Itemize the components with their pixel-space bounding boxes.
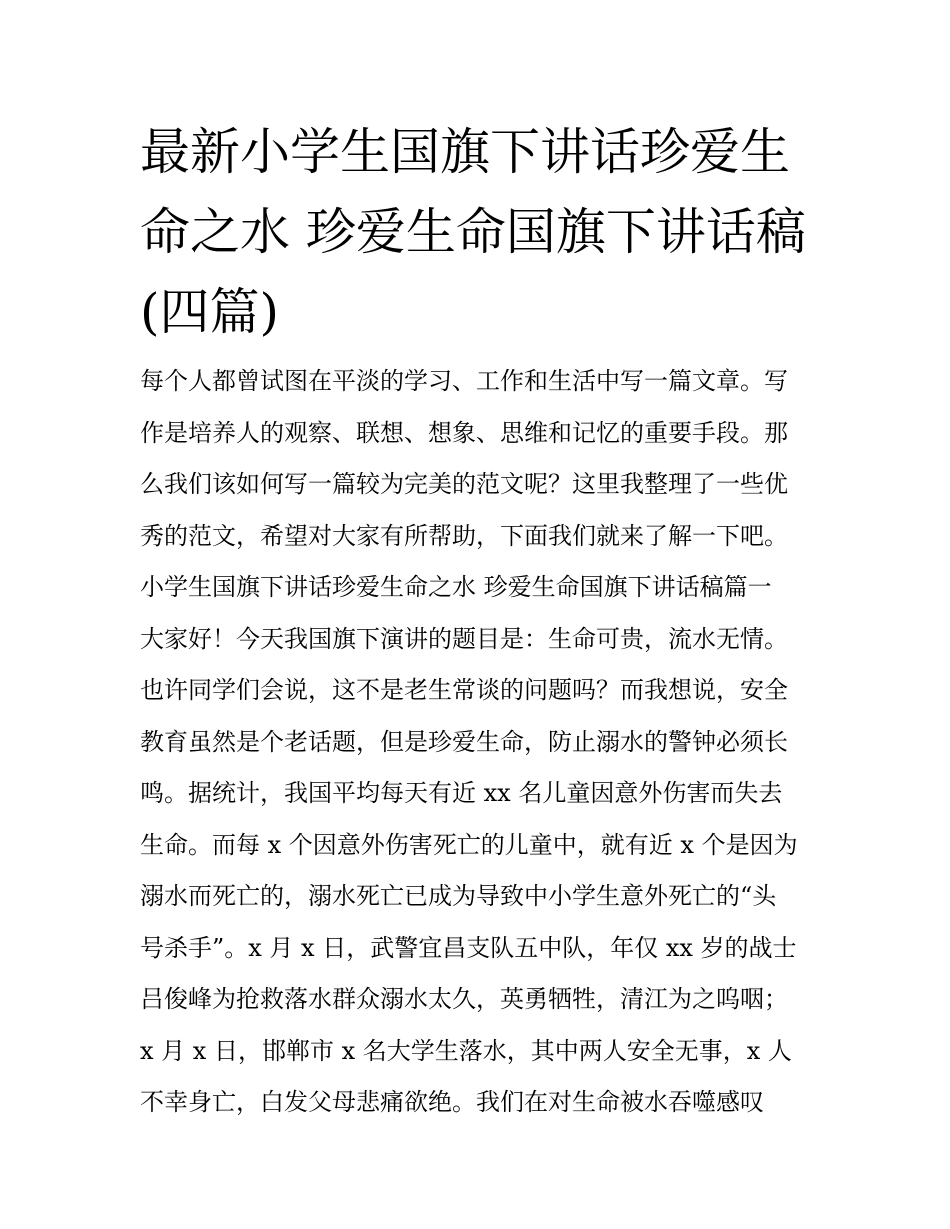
body-line: 作是培养人的观察、联想、想象、思维和记忆的重要手段。那	[140, 418, 788, 447]
body-line: 每个人都曾试图在平淡的学习、工作和生活中写一篇文章。写	[140, 367, 788, 395]
document-title	[140, 112, 840, 352]
title-line-3: (四篇)	[140, 283, 280, 341]
body-line: 也许同学们会说，这不是老生常谈的问题吗？而我想说，安全	[140, 676, 788, 704]
body-line: 么我们该如何写一篇较为完美的范文呢？这里我整理了一些优	[140, 470, 788, 498]
document-body	[140, 356, 830, 1129]
body-line: x 月 x 日，邯郸市 x 名大学生落水，其中两人安全无事，x 人	[140, 1036, 792, 1065]
body-line: 小学生国旗下讲话珍爱生命之水 珍爱生命国旗下讲话稿篇一	[140, 573, 772, 601]
body-line: 溺水而死亡的，溺水死亡已成为导致中小学生意外死亡的“头	[140, 882, 777, 910]
body-line: 不幸身亡，白发父母悲痛欲绝。我们在对生命被水吞噬感叹	[140, 1088, 764, 1116]
body-line: 生命。而每 x 个因意外伤害死亡的儿童中，就有近 x 个是因为	[140, 830, 798, 859]
title-line-1: 最新小学生国旗下讲话珍爱生	[140, 123, 790, 181]
body-line: 教育虽然是个老话题，但是珍爱生命，防止溺水的警钟必须长	[140, 727, 788, 756]
body-line: 号杀手”。x 月 x 日，武警宜昌支队五中队，年仅 xx 岁的战士	[140, 933, 797, 962]
body-line: 鸣。据统计，我国平均每天有近 xx 名儿童因意外伤害而失去	[140, 779, 783, 807]
body-line: 秀的范文，希望对大家有所帮助，下面我们就来了解一下吧。	[140, 521, 788, 550]
body-line: 吕俊峰为抢救落水群众溺水太久，英勇牺牲，清江为之呜咽；	[140, 985, 788, 1013]
body-line: 大家好！今天我国旗下演讲的题目是：生命可贵，流水无情。	[140, 624, 788, 653]
title-line-2: 命之水 珍爱生命国旗下讲话稿	[140, 203, 806, 261]
